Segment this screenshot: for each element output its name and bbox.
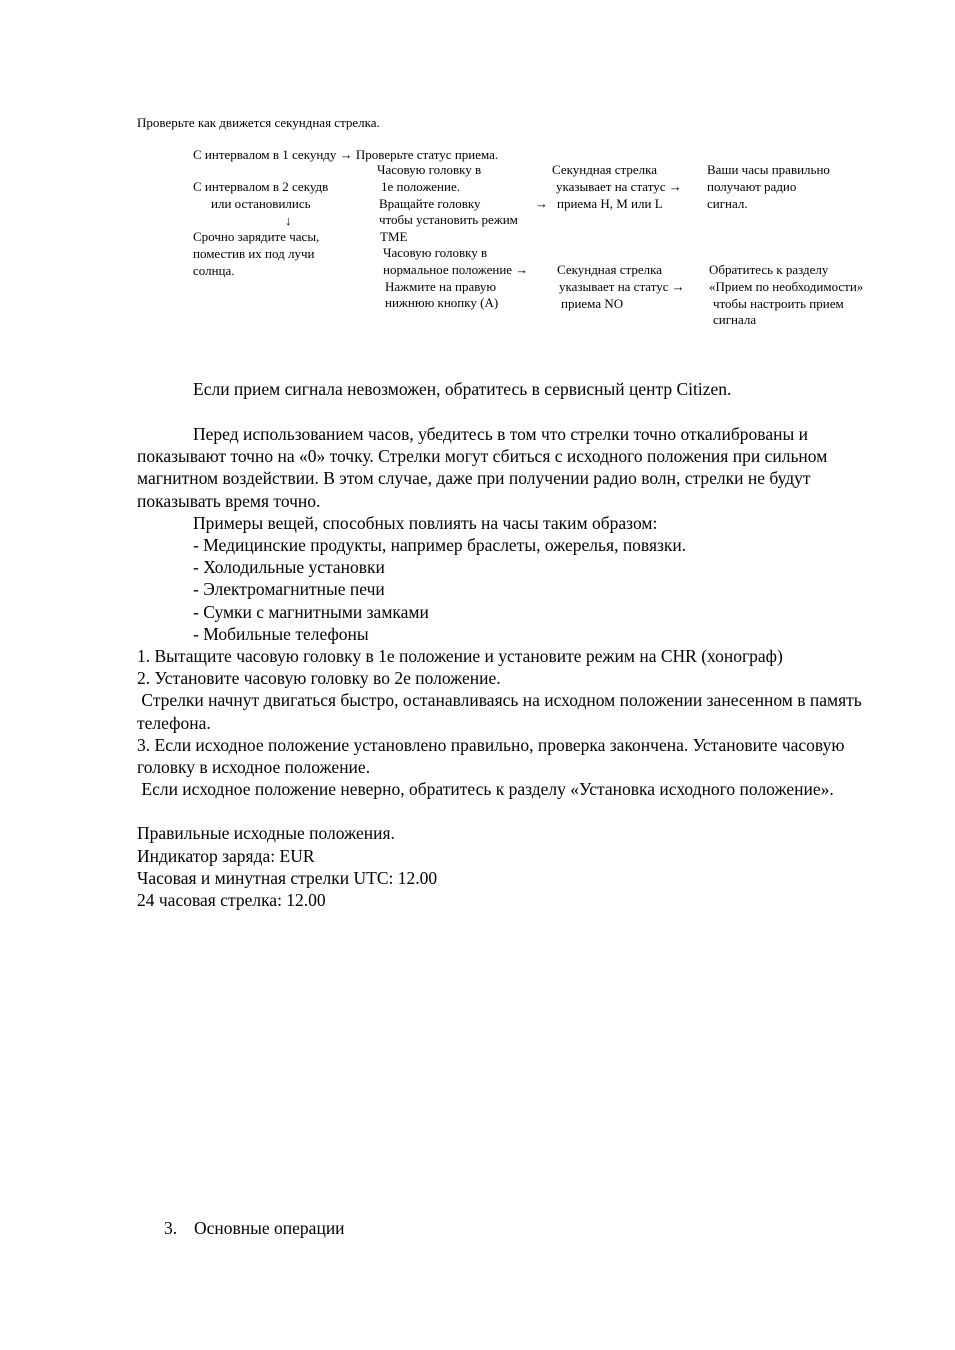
step-2: 2. Установите часовую головку во 2е положение. bbox=[137, 668, 501, 689]
flow-text-line: Вращайте головку bbox=[379, 195, 481, 211]
flow-text-line: Ваши часы правильно bbox=[707, 162, 830, 177]
flow-text-line: приема H, M или L bbox=[557, 195, 663, 211]
flow-two-second-col bbox=[193, 179, 328, 280]
flow-text-line: солнца. bbox=[193, 262, 235, 278]
service-note: Если прием сигнала невозможен, обратитесь в сервисный центр Citizen. bbox=[193, 379, 732, 399]
flow-text-line: указывает на статус → bbox=[559, 278, 685, 294]
flow-text-line: Обратитесь к разделу bbox=[709, 262, 829, 277]
section-number: 3. bbox=[164, 1218, 178, 1238]
flow-text-line: «Прием по необходимости» bbox=[709, 278, 864, 294]
flow-text-line: или остановились bbox=[211, 195, 311, 211]
calibration-paragraph: Перед использованием часов, убедитесь в том что стрелки точно откалиброваны и показывают точно на «0» точку. Стрелки могут сбиться с исходного положения при сильном магнитном воздействии. В этом случае, даже при получении радио волн, стрелки не будут показывать время точно. bbox=[137, 424, 828, 511]
flow-text-line: Срочно зарядите часы, bbox=[193, 229, 320, 245]
examples-intro: Примеры вещей, способных повлиять на часы таким образом: bbox=[193, 512, 658, 533]
flow-text-line: чтобы установить режим bbox=[379, 212, 518, 228]
flow-text-line: нормальное положение → bbox=[383, 261, 529, 277]
list-item: - Холодильные установки bbox=[193, 557, 385, 578]
step-3-note: Если исходное положение неверно, обратитесь к разделу «Установка исходного положение». bbox=[137, 779, 834, 800]
flow-text-line: TME bbox=[380, 229, 408, 245]
flow-text-line: нижнюю кнопку (A) bbox=[385, 295, 499, 311]
flow-text-line: С интервалом в 2 секудв bbox=[193, 179, 329, 194]
service-note-block bbox=[137, 378, 897, 400]
list-item: - Медицинские продукты, например браслеты, ожерелья, повязки. bbox=[193, 535, 687, 556]
examples-list bbox=[137, 534, 897, 645]
spacer bbox=[137, 800, 897, 822]
flow-result-ok-col bbox=[707, 162, 830, 212]
flow-text-line: 1е положение. bbox=[381, 178, 460, 194]
right-arrow-icon: → bbox=[535, 196, 548, 211]
instructions-block bbox=[137, 423, 897, 911]
section-title: Основные операции bbox=[194, 1218, 345, 1238]
hour24-hand: 24 часовая стрелка: 12.00 bbox=[137, 890, 326, 911]
flow-crown-normal-col bbox=[383, 245, 528, 312]
step-1: 1. Вытащите часовую головку в 1е положение и установите режим на CHR (хонограф) bbox=[137, 646, 783, 667]
flow-text-line: указывает на статус → bbox=[556, 178, 682, 194]
flow-text-line: сигнала bbox=[713, 312, 757, 328]
flow-text-line: Нажмите на правую bbox=[385, 278, 497, 294]
flow-result-refer-col bbox=[709, 262, 863, 329]
flowchart-intro: Проверьте как движется секундная стрелка. bbox=[137, 115, 380, 130]
list-item: - Сумки с магнитными замками bbox=[193, 601, 429, 622]
utc-hands: Часовая и минутная стрелки UTC: 12.00 bbox=[137, 867, 438, 888]
down-arrow-icon: ↓ bbox=[285, 212, 292, 228]
flow-text-line: Часовую головку в bbox=[383, 245, 488, 260]
flow-status-hml-col bbox=[552, 162, 682, 212]
flow-one-second: С интервалом в 1 секунду → Проверьте статус приема. bbox=[193, 147, 499, 162]
list-item: - Мобильные телефоны bbox=[193, 623, 369, 644]
flow-text-line: сигнал. bbox=[707, 195, 748, 211]
flow-status-no-col bbox=[557, 262, 685, 312]
flow-text-line: Часовую головку в bbox=[377, 162, 482, 177]
list-item: - Электромагнитные печи bbox=[193, 579, 385, 600]
correct-positions-title: Правильные исходные положения. bbox=[137, 823, 395, 844]
section-heading bbox=[164, 1218, 345, 1239]
flow-text-line: поместив их под лучи bbox=[193, 246, 315, 262]
step-3: 3. Если исходное положение установлено правильно, проверка закончена. Установите часовую головку в исходное положение. bbox=[137, 734, 845, 778]
charge-indicator: Индикатор заряда: EUR bbox=[137, 845, 315, 866]
flow-text-line: чтобы настроить прием bbox=[713, 295, 844, 311]
flow-text-line: получают радио bbox=[707, 178, 797, 194]
step-2-note: Стрелки начнут двигаться быстро, останавливаясь на исходном положении занесенном в память телефона. bbox=[137, 690, 867, 733]
flow-text-line: Секундная стрелка bbox=[557, 262, 663, 277]
flow-text-line: Секундная стрелка bbox=[552, 162, 658, 177]
flow-text-line: приема NO bbox=[561, 295, 624, 311]
flow-crown1-col bbox=[377, 162, 518, 246]
